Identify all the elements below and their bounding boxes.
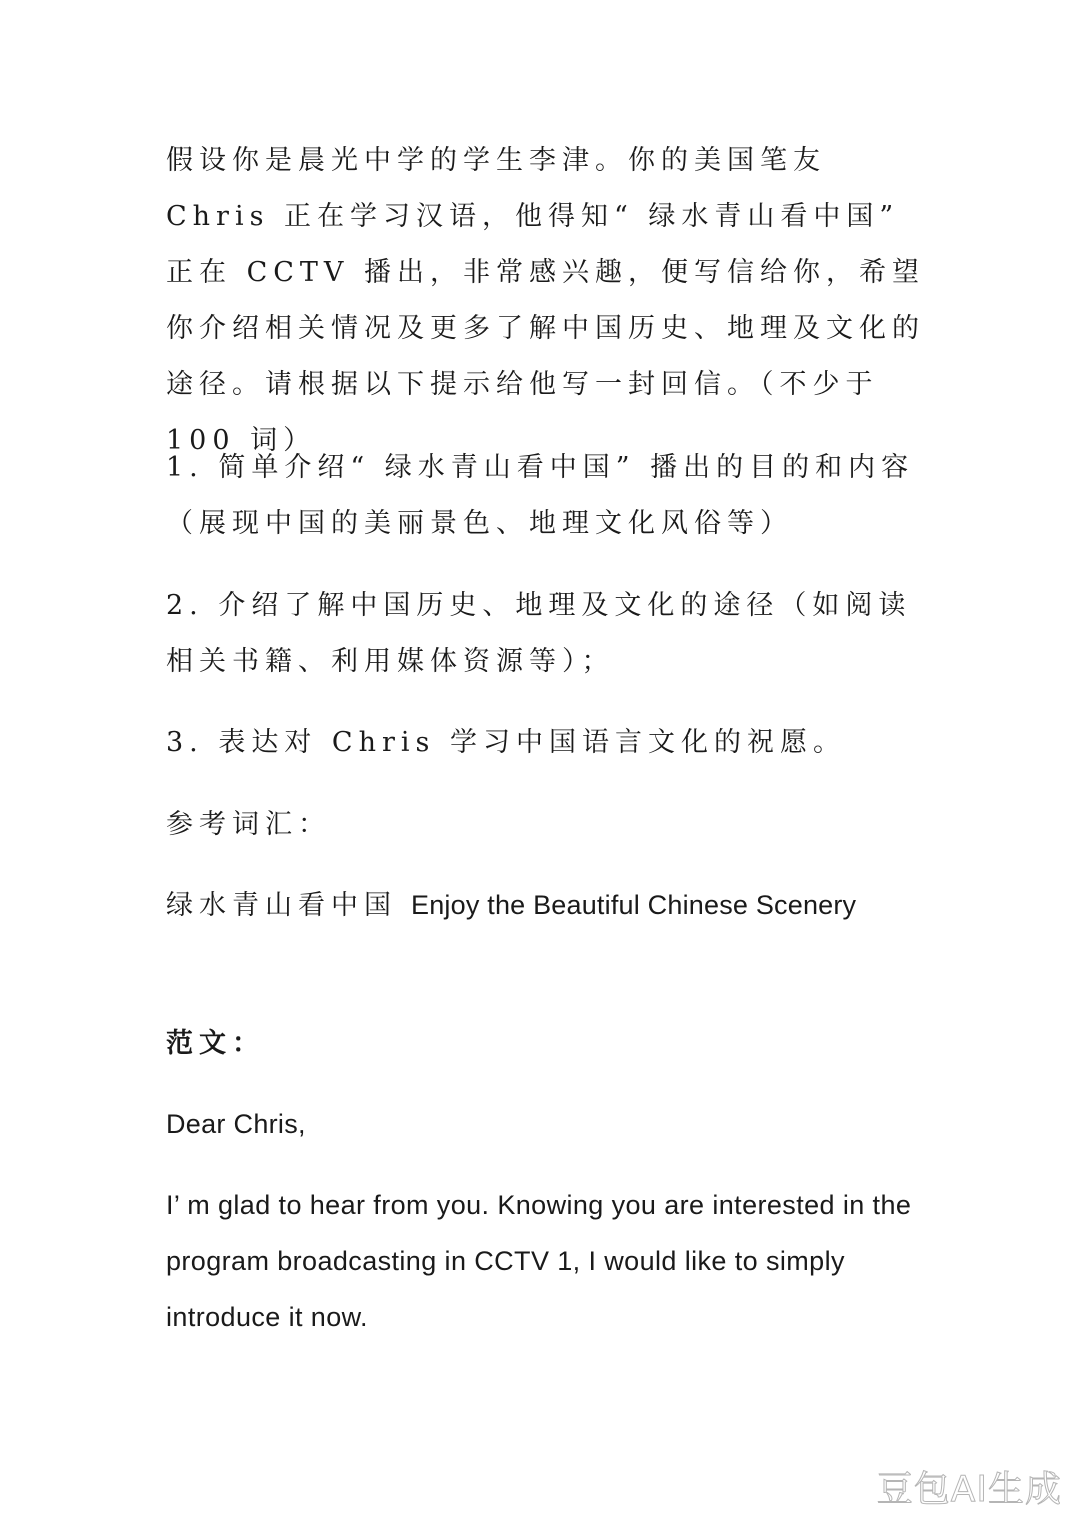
letter-body: I’ m glad to hear from you. Knowing you are interested in the program broadcasting in CCTV 1, I would like to simply introduce it now. (166, 1190, 912, 1332)
letter-greeting: Dear Chris, (166, 1109, 306, 1139)
prompt-intro: 假设你是晨光中学的学生李津。你的美国笔友 Chris 正在学习汉语，他得知“ 绿水青山看中国” 正在 CCTV 播出，非常感兴趣，便写信给你，希望你介绍相关情况及更多了解中国历史、地理及文化的途径。请根据以下提示给他写一封回信。（不少于 100 词） (166, 145, 925, 456)
vocabulary-en: Enjoy the Beautiful Chinese Scenery (411, 890, 857, 920)
vocabulary-title: 参考词汇： (166, 809, 331, 840)
vocabulary-cn: 绿水青山看中国 (166, 890, 397, 921)
prompt-item-1: 1. 简单介绍“ 绿水青山看中国” 播出的目的和内容（展现中国的美丽景色、地理文化风俗等） (166, 452, 915, 539)
vocabulary-entry (166, 877, 926, 934)
watermark-logo: 豆包AI生成 (876, 1469, 1062, 1510)
prompt-item-2: 2. 介绍了解中国历史、地理及文化的途径（如阅读相关书籍、利用媒体资源等）； (166, 590, 912, 677)
sample-title: 范文： (166, 1028, 265, 1059)
prompt-item-3: 3. 表达对 Chris 学习中国语言文化的祝愿。 (166, 727, 846, 758)
